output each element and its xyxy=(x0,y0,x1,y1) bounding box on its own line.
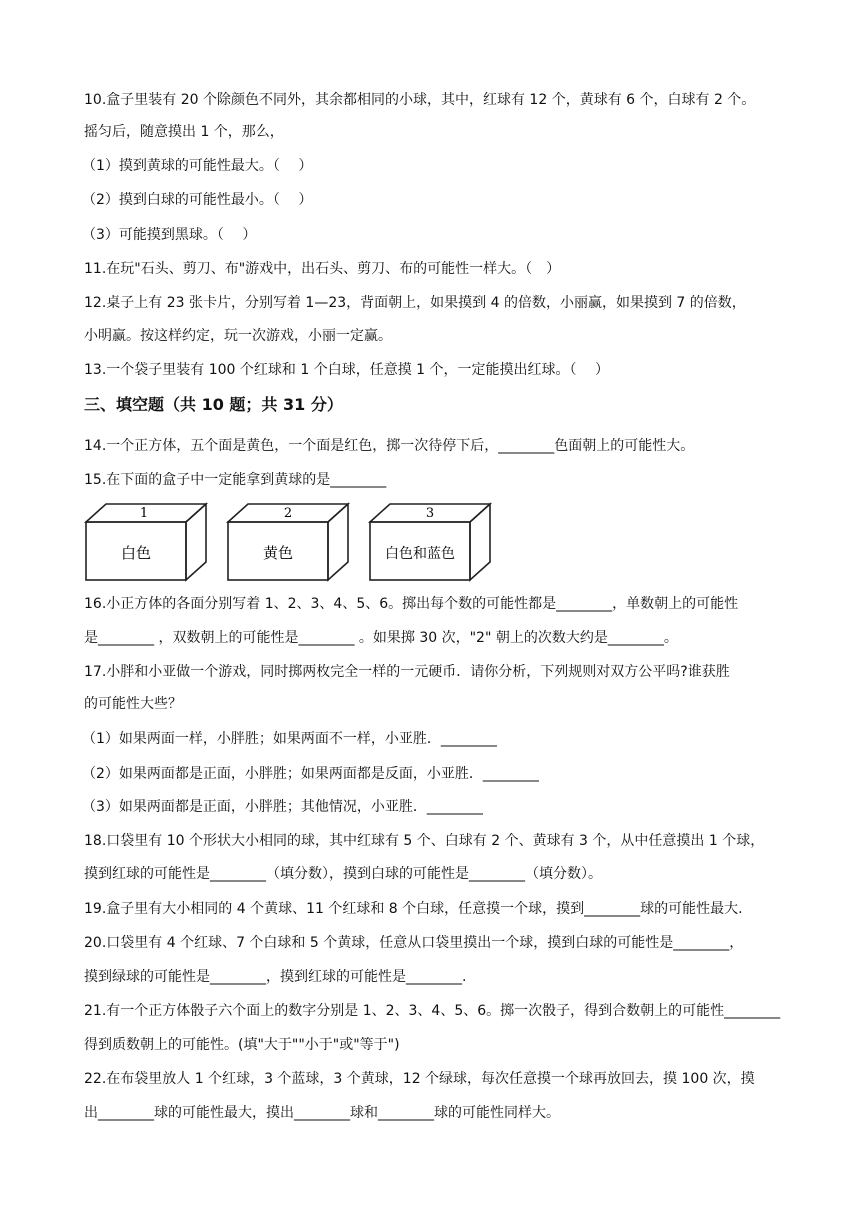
question-11: 11.在玩"石头、剪刀、布"游戏中，出石头、剪刀、布的可能性一样大。（ ） xyxy=(84,261,561,277)
box-figure xyxy=(84,500,504,584)
box-2-side xyxy=(328,504,348,580)
question-20-line-2: 摸到绿球的可能性是________，摸到红球的可能性是________. xyxy=(84,969,467,985)
question-17-line-1: 17.小胖和小亚做一个游戏，同时掷两枚完全一样的一元硬币．请你分析，下列规则对双方公平吗?谁获胜 xyxy=(84,664,730,680)
question-10-line-1: 10.盒子里装有 20 个除颜色不同外，其余都相同的小球，其中，红球有 12 个，黄球有 6 个，白球有 2 个。 xyxy=(84,92,756,108)
question-18-line-1: 18.口袋里有 10 个形状大小相同的球，其中红球有 5 个、白球有 2 个、黄球有 3 个，从中任意摸出 1 个球， xyxy=(84,833,765,849)
box-3-side xyxy=(470,504,490,580)
question-13: 13.一个袋子里装有 100 个红球和 1 个白球，任意摸 1 个，一定能摸出红球。（ ） xyxy=(84,362,609,378)
question-12-line-2: 小明赢。按这样约定，玩一次游戏，小丽一定赢。 xyxy=(84,328,392,344)
question-10-sub-1: （1）摸到黄球的可能性最大。（ ） xyxy=(82,158,313,174)
question-18-line-2: 摸到红球的可能性是________（填分数），摸到白球的可能性是________（填分数）。 xyxy=(84,866,602,882)
question-10-sub-2: （2）摸到白球的可能性最小。（ ） xyxy=(82,192,313,208)
question-19: 19.盒子里有大小相同的 4 个黄球、11 个红球和 8 个白球，任意摸一个球，摸到________球的可能性最大. xyxy=(84,901,743,917)
question-14: 14.一个正方体，五个面是黄色，一个面是红色，掷一次待停下后，________色面朝上的可能性大。 xyxy=(84,438,695,454)
question-17-sub-1: （1）如果两面一样，小胖胜；如果两面不一样，小亚胜．________ xyxy=(82,731,497,747)
question-17-line-2: 的可能性大些？ xyxy=(84,696,182,712)
question-21-line-2: 得到质数朝上的可能性。(填"大于""小于"或"等于") xyxy=(84,1037,400,1053)
question-17-sub-3: （3）如果两面都是正面，小胖胜；其他情况，小亚胜．________ xyxy=(82,799,483,815)
question-10-sub-3: （3）可能摸到黑球。（ ） xyxy=(82,227,257,243)
box-2-label: 黄色 xyxy=(262,544,294,562)
question-16-line-2: 是________ ，双数朝上的可能性是________ 。如果掷 30 次，"2" 朝上的次数大约是________。 xyxy=(84,630,678,646)
box-2-number: 2 xyxy=(283,506,293,521)
question-22-line-2: 出________球的可能性最大，摸出________球和________球的可能性同样大。 xyxy=(84,1105,560,1121)
question-16-line-1: 16.小正方体的各面分别写着 1、2、3、4、5、6。掷出每个数的可能性都是________，单数朝上的可能性 xyxy=(84,596,739,612)
box-1-number: 1 xyxy=(139,506,149,521)
box-3-label: 白色和蓝色 xyxy=(385,546,455,562)
question-15: 15.在下面的盒子中一定能拿到黄球的是________ xyxy=(84,472,387,488)
question-12-line-1: 12.桌子上有 23 张卡片，分别写着 1—23，背面朝上，如果摸到 4 的倍数，小丽赢，如果摸到 7 的倍数， xyxy=(84,295,746,311)
box-3-number: 3 xyxy=(425,506,435,521)
section-heading: 三、填空题（共 10 题；共 31 分） xyxy=(84,395,343,414)
box-1-label: 白色 xyxy=(120,544,152,562)
question-21-line-1: 21.有一个正方体骰子六个面上的数字分别是 1、2、3、4、5、6。掷一次骰子，得到合数朝上的可能性________ xyxy=(84,1003,781,1019)
question-22-line-1: 22.在布袋里放人 1 个红球，3 个蓝球，3 个黄球，12 个绿球，每次任意摸一个球再放回去，摸 100 次，摸 xyxy=(84,1071,755,1087)
question-17-sub-2: （2）如果两面都是正面，小胖胜；如果两面都是反面，小亚胜．________ xyxy=(82,766,539,782)
question-20-line-1: 20.口袋里有 4 个红球、7 个白球和 5 个黄球，任意从口袋里摸出一个球，摸到白球的可能性是________， xyxy=(84,935,744,951)
box-1-side xyxy=(186,504,206,580)
question-10-line-2: 摇匀后，随意摸出 1 个，那么， xyxy=(84,124,284,140)
